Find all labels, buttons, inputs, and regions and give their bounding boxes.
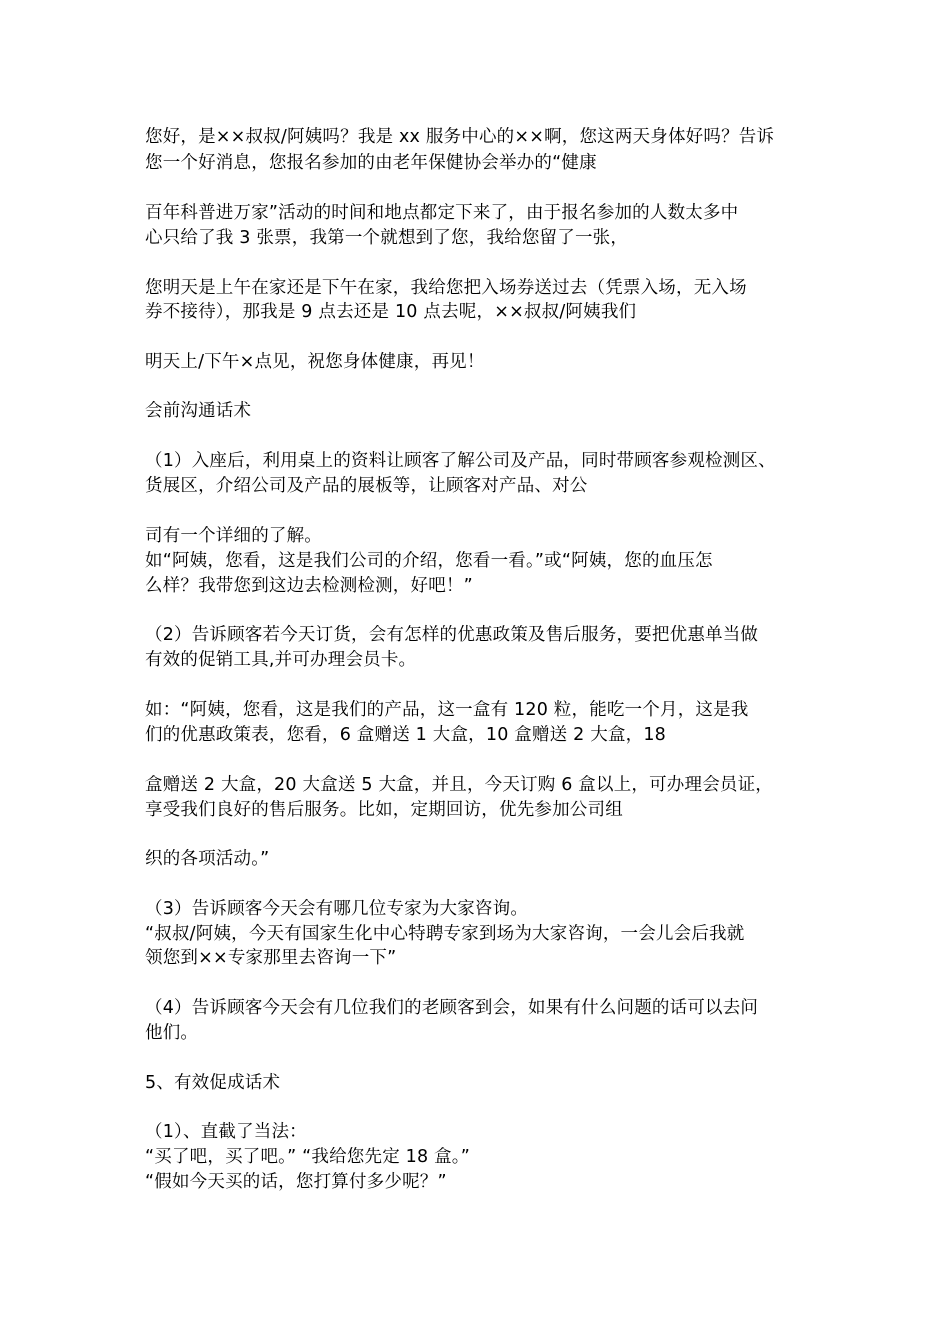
text-line: 么样？我带您到这边去检测检测，好吧！” — [145, 576, 473, 596]
text-line: “假如今天买的话，您打算付多少呢？” — [145, 1172, 447, 1192]
text-line: 有效的促销工具,并可办理会员卡。 — [145, 650, 417, 670]
text-line: （1）、直截了当法： — [145, 1122, 307, 1142]
text-line: 如：“阿姨，您看，这是我们的产品，这一盒有 120 粒，能吃一个月，这是我 — [145, 700, 749, 720]
text-line: 司有一个详细的了解。 — [145, 526, 322, 546]
text-line: 明天上/下午×点见，祝您身体健康，再见！ — [145, 352, 485, 372]
text-line: 您好，是××叔叔/阿姨吗？我是 xx 服务中心的××啊，您这两天身体好吗？告诉 — [145, 127, 775, 147]
text-line: 您明天是上午在家还是下午在家，我给您把入场券送过去（凭票入场，无入场 — [145, 278, 747, 298]
text-line: 券不接待），那我是 9 点去还是 10 点去呢，××叔叔/阿姨我们 — [145, 302, 637, 322]
text-line: （3）告诉顾客今天会有哪几位专家为大家咨询。 — [145, 899, 529, 919]
text-line: 领您到××专家那里去咨询一下” — [145, 948, 397, 968]
text-line: 们的优惠政策表，您看，6 盒赠送 1 大盒，10 盒赠送 2 大盒，18 — [145, 725, 667, 745]
text-line: 他们。 — [145, 1023, 199, 1043]
text-line: 您一个好消息，您报名参加的由老年保健协会举办的“健康 — [145, 153, 597, 173]
text-line: （4）告诉顾客今天会有几位我们的老顾客到会，如果有什么问题的话可以去问 — [145, 998, 759, 1018]
text-line: （2）告诉顾客若今天订货，会有怎样的优惠政策及售后服务，要把优惠单当做 — [145, 625, 759, 645]
text-line: （1）入座后，利用桌上的资料让顾客了解公司及产品，同时带顾客参观检测区、 — [145, 451, 776, 471]
text-line: 织的各项活动。” — [145, 849, 270, 869]
text-line: 货展区，介绍公司及产品的展板等，让顾客对产品、对公 — [145, 476, 588, 496]
text-line: “买了吧，买了吧。” “我给您先定 18 盒。” — [145, 1147, 471, 1167]
section-heading: 会前沟通话术 — [145, 401, 252, 421]
text-line: 盒赠送 2 大盒，20 大盒送 5 大盒，并且，今天订购 6 盒以上，可办理会员证， — [145, 775, 774, 795]
text-line: 百年科普进万家”活动的时间和地点都定下来了，由于报名参加的人数太多中 — [145, 203, 739, 223]
text-line: 享受我们良好的售后服务。比如，定期回访，优先参加公司组 — [145, 800, 623, 820]
text-line: “叔叔/阿姨，今天有国家生化中心特聘专家到场为大家咨询，一会儿会后我就 — [145, 924, 745, 944]
text-line: 心只给了我 3 张票，我第一个就想到了您，我给您留了一张， — [145, 228, 629, 248]
section-heading: 5、有效促成话术 — [145, 1073, 281, 1093]
text-line: 如“阿姨，您看，这是我们公司的介绍，您看一看。”或“阿姨，您的血压怎 — [145, 551, 713, 571]
